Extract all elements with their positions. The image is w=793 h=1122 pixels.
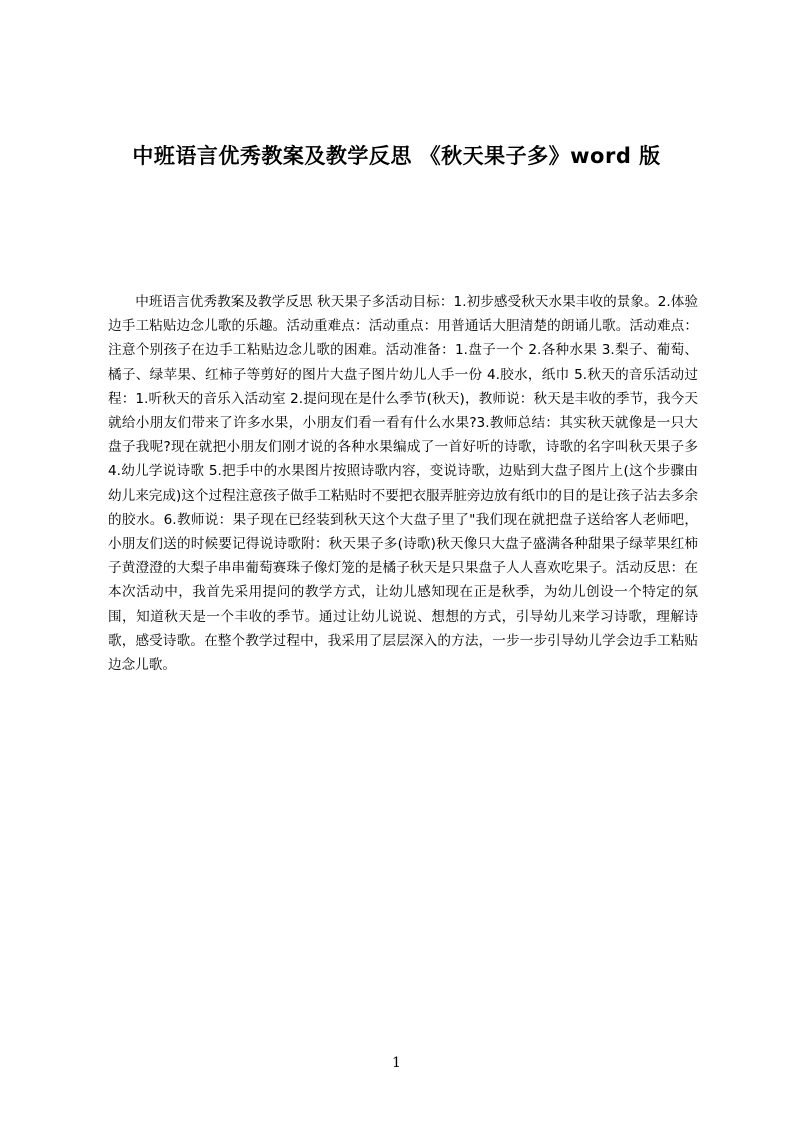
page-number: 1: [392, 1055, 401, 1071]
document-body-paragraph: 中班语言优秀教案及教学反思 秋天果子多活动目标：1.初步感受秋天水果丰收的景象。2.体验边手工粘贴边念儿歌的乐趣。活动重难点：活动重点：用普通话大胆清楚的朗诵儿歌。活动难点：注意个别孩子在边手工粘贴边念儿歌的困难。活动准备：1.盘子一个 2.各种水果 3.梨子、葡萄、橘子、绿苹果、红柿子等剪好的图片大盘子图片幼儿人手一份 4.胶水，纸巾 5.秋天的音乐活动过程：1.听秋天的音乐入活动室 2.提问现在是什么季节(秋天)，教师说：秋天是丰收的季节，我今天就给小朋友们带来了许多水果，小朋友们看一看有什么水果?3.教师总结：其实秋天就像是一只大盘子我呢?现在就把小朋友们刚才说的各种水果编成了一首好听的诗歌，诗歌的名字叫秋天果子多 4.幼儿学说诗歌 5.把手中的水果图片按照诗歌内容，变说诗歌，边贴到大盘子图片上(这个步骤由幼儿来完成)这个过程注意孩子做手工粘贴时不要把衣服弄脏旁边放有纸巾的目的是让孩子沾去多余的胶水。6.教师说：果子现在已经装到秋天这个大盘子里了"我们现在就把盘子送给客人老师吧，小朋友们送的时候要记得说诗歌附：秋天果子多(诗歌)秋天像只大盘子盛满各种甜果子绿苹果红柿子黄澄澄的大梨子串串葡萄赛珠子像灯笼的是橘子秋天是只果盘子人人喜欢吃果子。活动反思：在本次活动中，我首先采用提问的教学方式，让幼儿感知现在正是秋季，为幼儿创设一个特定的氛围，知道秋天是一个丰收的季节。通过让幼儿说说、想想的方式，引导幼儿来学习诗歌，理解诗歌，感受诗歌。在整个教学过程中，我采用了层层深入的方法，一步一步引导幼儿学会边手工粘贴边念儿歌。: [108, 294, 698, 674]
document-title: 中班语言优秀教案及教学反思 《秋天果子多》word 版: [132, 144, 661, 168]
